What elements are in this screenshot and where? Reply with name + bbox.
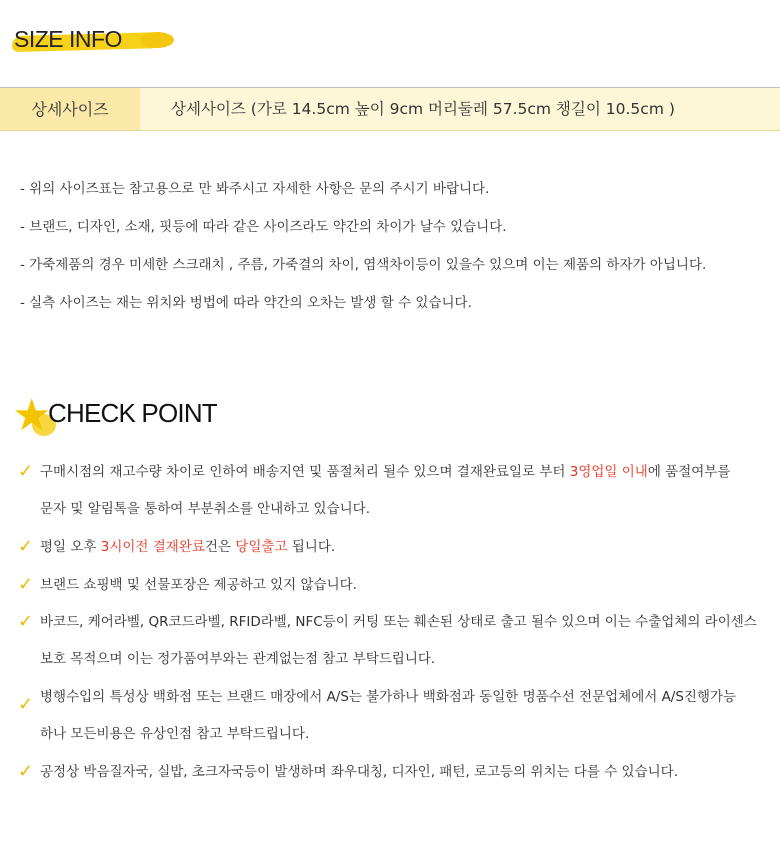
checkmark-icon: ✓ — [18, 461, 34, 482]
checkmark-icon: ✓ — [18, 694, 34, 715]
check-item-line: 하나 모든비용은 유상인점 참고 부탁드립니다. — [40, 726, 310, 742]
heading-highlight-blob — [140, 32, 174, 48]
check-item-text: 됩니다. — [287, 539, 336, 555]
highlight-text: 3영업일 이내 — [569, 464, 648, 480]
star-icon: ★ — [12, 390, 52, 441]
size-info-title: SIZE INFO — [14, 26, 122, 52]
check-item-line: 보호 목적으며 이는 정가품여부와는 관계없는점 참고 부탁드립니다. — [40, 651, 436, 667]
highlight-text: 3시이전 결재완료 — [100, 539, 205, 555]
check-item-text: 구매시점의 재고수량 차이로 인하여 배송지연 및 품절처리 될수 있으며 결재완료일로 부터 — [40, 464, 570, 480]
check-item-line: 병행수입의 특성상 백화점 또는 브랜드 매장에서 A/S는 불가하나 백화점과 동일한 명품수선 전문업체에서 A/S진행가능 — [40, 689, 737, 705]
checkmark-icon: ✓ — [18, 761, 34, 782]
checkmark-icon: ✓ — [18, 611, 34, 632]
check-item-line — [40, 460, 730, 484]
highlight-text: 당일출고 — [235, 539, 288, 555]
checkmark-icon: ✓ — [18, 536, 34, 557]
size-notes-list — [20, 176, 706, 328]
size-table-row — [0, 88, 780, 131]
check-item-line: 공정상 박음질자국, 실밥, 초크자국등이 발생하며 좌우대칭, 디자인, 패턴, 로고등의 위치는 다를 수 있습니다. — [40, 764, 679, 780]
checkmark-icon: ✓ — [18, 574, 34, 595]
size-note: - 브랜드, 디자인, 소재, 핏등에 따라 같은 사이즈라도 약간의 차이가 날수 있습니다. — [20, 219, 507, 235]
check-item-line: 문자 및 알림톡을 통하여 부분취소를 안내하고 있습니다. — [40, 501, 370, 517]
size-row-border — [0, 130, 780, 131]
size-row-value: 상세사이즈 (가로 14.5cm 높이 9cm 머리둘레 57.5cm 챙길이 10.5cm ) — [171, 100, 675, 118]
check-item-line — [40, 535, 335, 559]
check-item-line: 브랜드 쇼핑백 및 선물포장은 제공하고 있지 않습니다. — [40, 577, 357, 593]
check-point-title: CHECK POINT — [48, 398, 217, 428]
check-item-line: 바코드, 케어라벨, QR코드라벨, RFID라벨, NFC등이 커팅 또는 훼손된 상태로 출고 될수 있으며 이는 수출업체의 라이센스 — [40, 614, 757, 630]
check-point-heading — [12, 392, 232, 444]
size-row-label: 상세사이즈 — [0, 88, 140, 131]
size-info-heading — [14, 26, 122, 56]
check-item-text: 건은 — [204, 539, 236, 555]
check-item-text: 평일 오후 — [40, 539, 101, 555]
size-note: - 실측 사이즈는 재는 위치와 벙법에 따라 약간의 오차는 발생 할 수 있습니다. — [20, 295, 472, 311]
check-item-text: 에 품절여부를 — [647, 464, 731, 480]
size-note: - 위의 사이즈표는 참고용으로 만 봐주시고 자세한 사항은 문의 주시기 바랍니다. — [20, 181, 490, 197]
size-note: - 가죽제품의 경우 미세한 스크래치 , 주름, 가죽결의 차이, 염색차이등이 있을수 있으며 이는 제품의 하자가 아닙니다. — [20, 257, 707, 273]
